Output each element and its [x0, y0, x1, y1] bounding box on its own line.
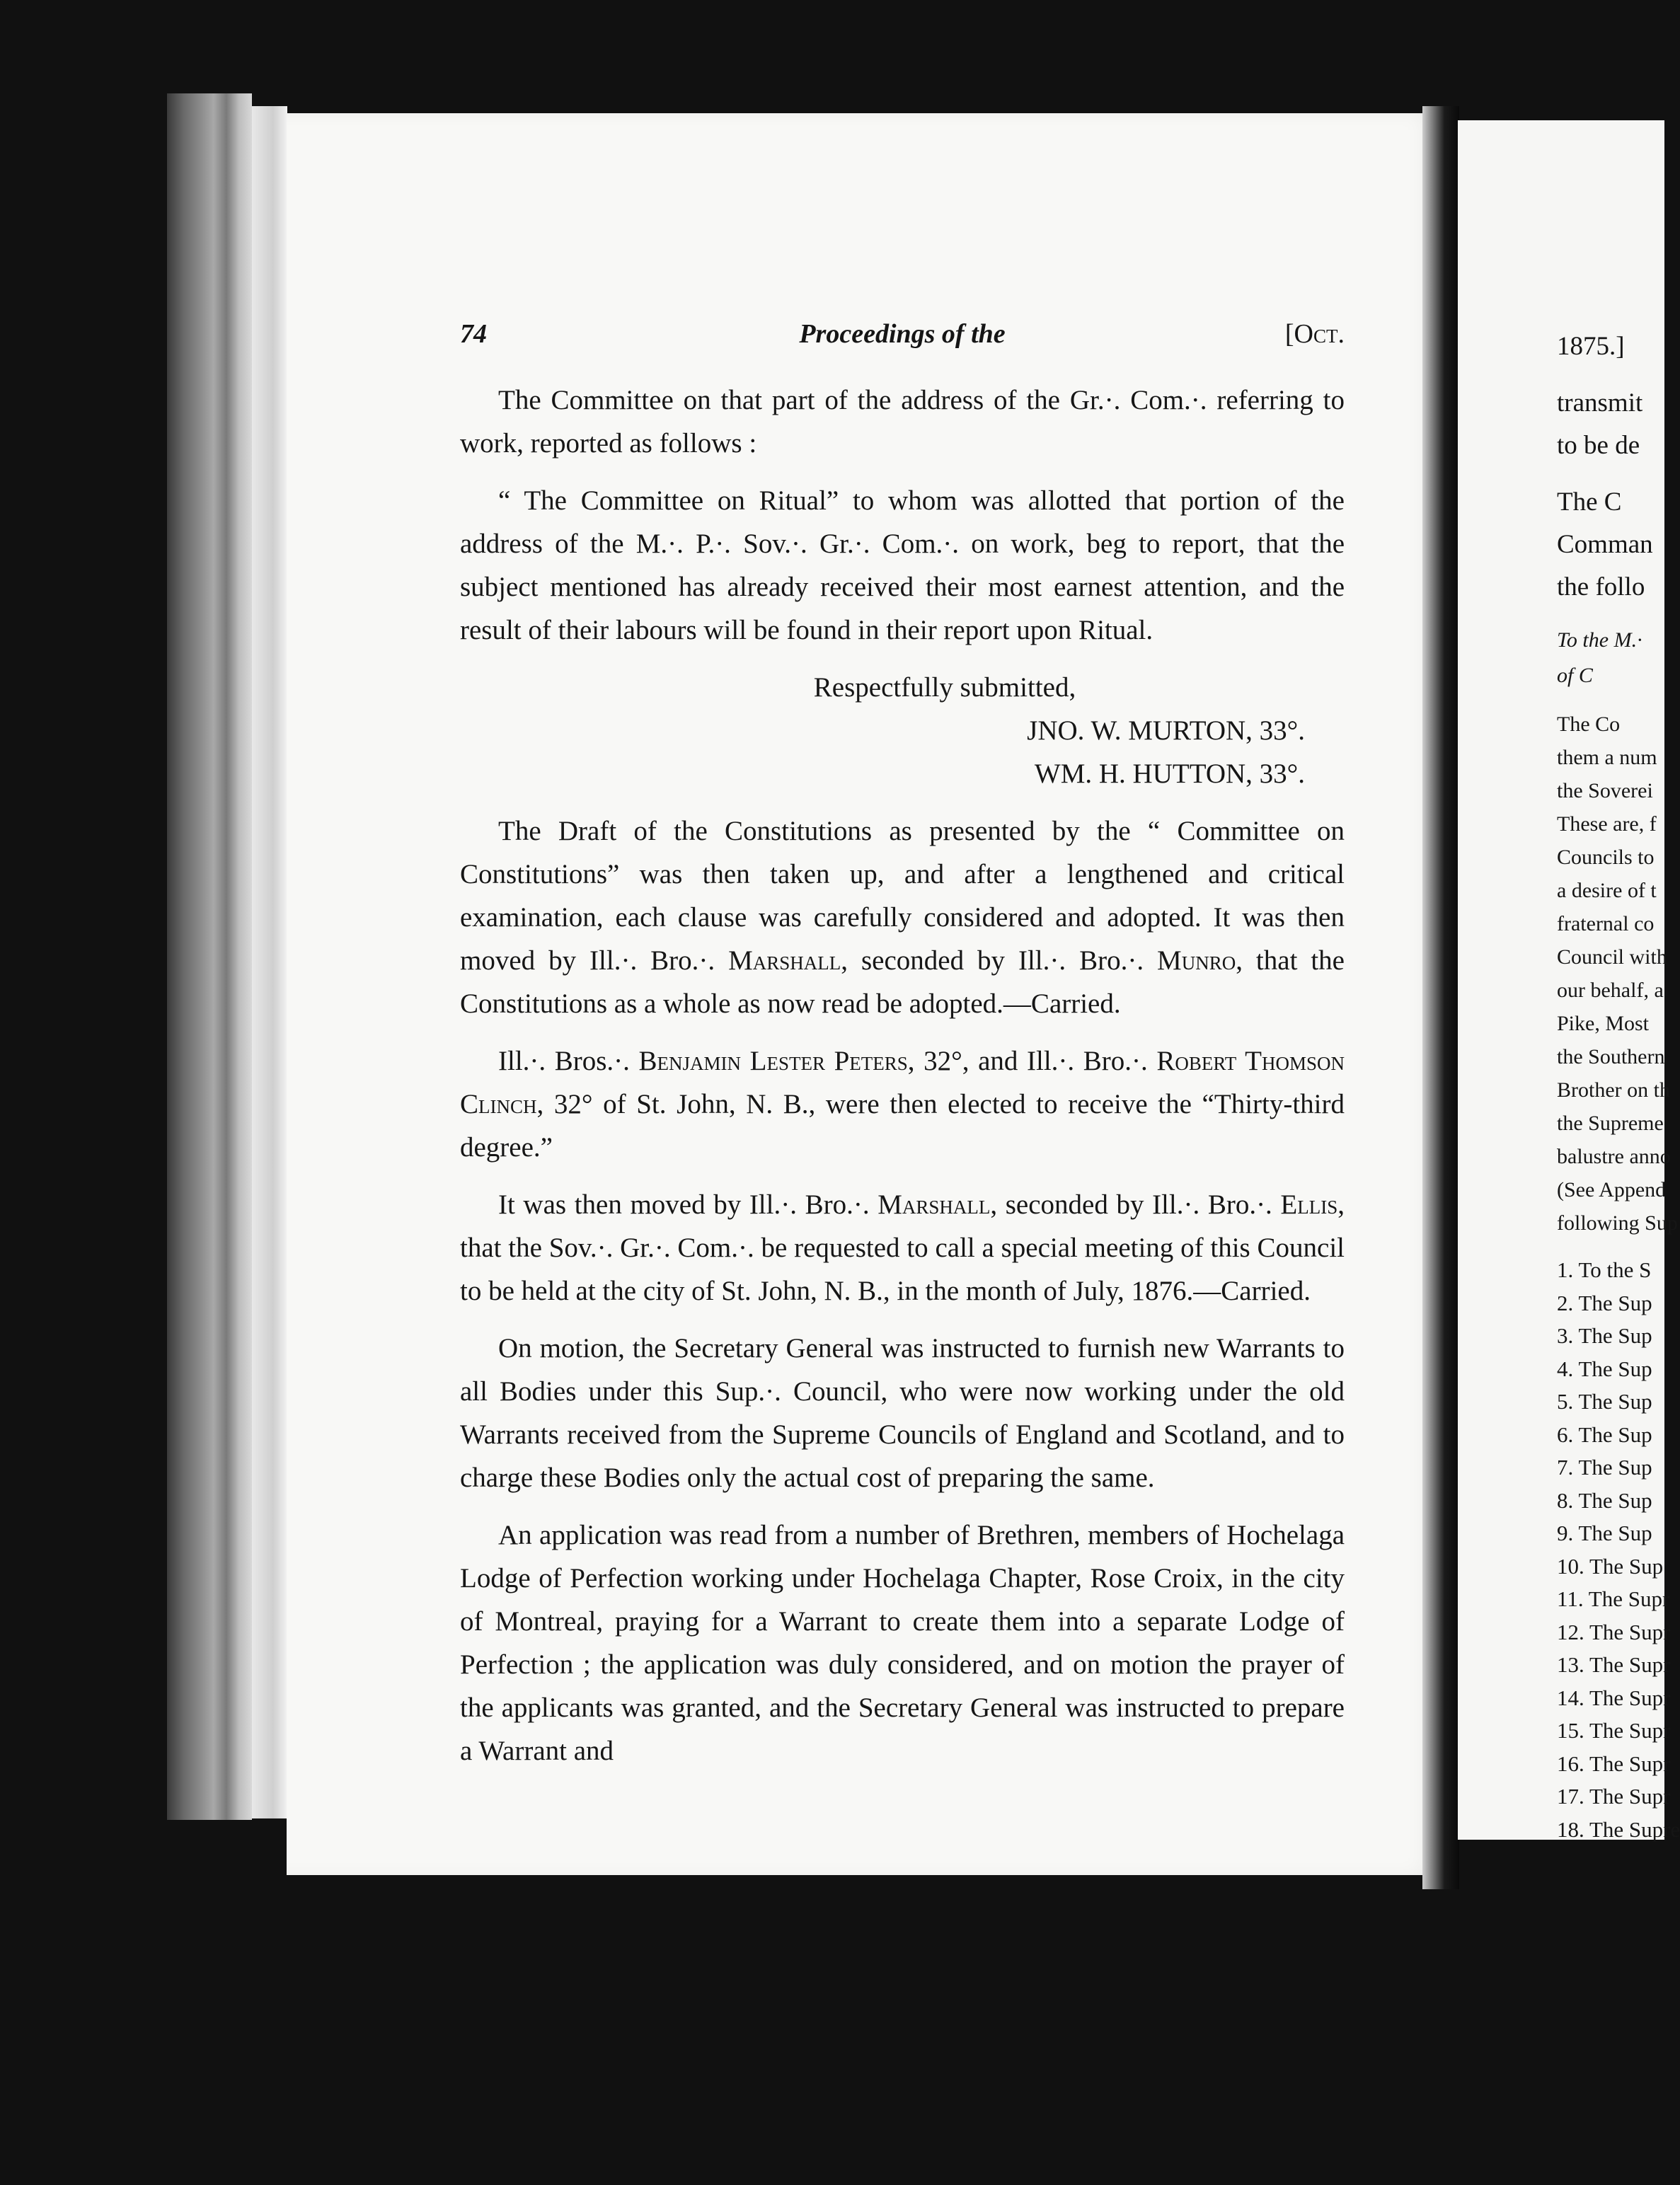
right-small-text — [1557, 708, 1678, 1240]
right-list-item: 4. The Sup — [1557, 1356, 1652, 1381]
right-list-item: 5. The Sup — [1557, 1389, 1652, 1414]
right-list-item: 8. The Sup — [1557, 1487, 1652, 1513]
running-title: Proceedings of the — [799, 319, 1006, 349]
right-small-line: a desire of t — [1557, 879, 1657, 902]
right-italic-heading — [1557, 623, 1664, 693]
paragraph-special-meeting: It was then moved by Ill.·. Bro.·. Marshall, seconded by Ill.·. Bro.·. Ellis, that the Sov.·. Gr.·. Com.·. be requested to call a special meeting of this Council to be held at the city of St. John, N. B., in the month of July, 1876.—Carried. — [460, 1189, 1345, 1306]
right-small-line: fraternal co — [1557, 912, 1655, 935]
paragraph-ritual-report: “ The Committee on Ritual” to whom was allotted that portion of the address of the M.·. P.·. Sov.·. Gr.·. Com.·. on work, beg to report, that the subject mentioned has already received their most earnest attention, and the result of their labours will be found in their report upon Ritual. — [460, 485, 1345, 645]
right-lines-b — [1557, 481, 1664, 609]
right-italic-line: of C — [1557, 664, 1593, 687]
right-small-line: Brother on th — [1557, 1078, 1670, 1102]
left-page-body — [460, 379, 1345, 1787]
page-number: 74 — [460, 319, 487, 349]
right-small-line: Pike, Most — [1557, 1012, 1650, 1035]
name-munro: Munro — [1157, 945, 1236, 976]
signature-hutton: WM. H. HUTTON, 33°. — [1034, 759, 1305, 789]
right-small-line: These are, f — [1557, 812, 1657, 836]
right-numbered-list — [1557, 1254, 1680, 1846]
book-gutter — [1422, 106, 1459, 1889]
right-small-line: Councils to — [1557, 846, 1655, 869]
right-list-item: 16. The Supr — [1557, 1751, 1671, 1776]
right-small-line: balustre anno — [1557, 1145, 1671, 1168]
right-list-item: 11. The Supr — [1557, 1586, 1670, 1611]
right-small-line: the Southern — [1557, 1045, 1665, 1068]
right-list-item: 3. The Sup — [1557, 1323, 1652, 1348]
right-list-item: 10. The Sup — [1557, 1553, 1664, 1579]
name-ellis: Ellis — [1280, 1189, 1338, 1220]
name-peters: Benjamin Lester Peters — [638, 1046, 908, 1076]
book-page-edges — [167, 93, 252, 1820]
running-head — [460, 318, 1345, 361]
right-small-line: the Supreme — [1557, 1112, 1664, 1135]
paragraph-election: Ill.·. Bros.·. Benjamin Lester Peters, 32°, and Ill.·. Bro.·. Robert Thomson Clinch, 32° of St. John, N. B., were then elected to receive the “Thirty-third degree.” — [460, 1046, 1345, 1163]
name-marshall-2: Marshall — [878, 1189, 991, 1220]
right-small-line: following Sup — [1557, 1211, 1678, 1235]
right-text-line: The C — [1557, 488, 1622, 517]
right-list-item: 12. The Supr — [1557, 1619, 1671, 1644]
signature-murton: JNO. W. MURTON, 33°. — [1027, 715, 1305, 746]
name-marshall: Marshall — [728, 945, 841, 976]
right-page-body — [1557, 325, 1680, 1846]
right-text-line: to be de — [1557, 431, 1640, 460]
name-clinch: Robert Thomson Clinch — [460, 1046, 1345, 1119]
right-text-line: Comman — [1557, 530, 1653, 559]
right-small-line: The Co — [1557, 713, 1621, 736]
right-small-line: the Soverei — [1557, 779, 1653, 802]
right-lines-a — [1557, 382, 1664, 467]
right-small-line: them a num — [1557, 746, 1657, 769]
paragraph-committee-work: The Committee on that part of the address of the Gr.·. Com.·. referring to work, reported as follows : — [460, 385, 1345, 459]
page-edge-shadow — [252, 106, 287, 1818]
right-list-item: 17. The Supr — [1557, 1784, 1671, 1809]
right-list-item: 13. The Supr — [1557, 1652, 1671, 1677]
right-list-item: 6. The Sup — [1557, 1422, 1652, 1447]
right-text-line: transmit — [1557, 388, 1643, 417]
closing-line: Respectfully submitted, — [813, 672, 1076, 703]
right-list-item: 14. The Supr — [1557, 1685, 1671, 1710]
paragraph-hochelaga: An application was read from a number of Brethren, members of Hochelaga Lodge of Perfection working under Hochelaga Chapter, Rose Croix, in the city of Montreal, praying for a Warrant to create them into a separate Lodge of Perfection ; the application was duly considered, and on motion the prayer of the applicants was granted, and the Secretary General was instructed to prepare a Warrant and — [460, 1520, 1345, 1766]
paragraph-constitutions: The Draft of the Constitutions as presented by the “ Committee on Constitutions” was then taken up, and after a lengthened and critical examination, each clause was carefully considered and adopted. It was then moved by Ill.·. Bro.·. Marshall, seconded by Ill.·. Bro.·. Munro, that the Constitutions as a whole as now read be adopted.—Carried. — [460, 816, 1345, 1019]
right-italic-line: To the M.· — [1557, 628, 1642, 652]
right-small-line: our behalf, a — [1557, 979, 1664, 1002]
right-list-item: 15. The Supr — [1557, 1718, 1671, 1743]
right-list-item: 7. The Sup — [1557, 1455, 1652, 1480]
paragraph-warrants: On motion, the Secretary General was instructed to furnish new Warrants to all Bodies under this Sup.·. Council, who were now working under the old Warrants received from the Supreme Councils of England and Scotland, and to charge these Bodies only the actual cost of preparing the same. — [460, 1333, 1345, 1493]
running-date: [Oct. — [1284, 319, 1345, 349]
right-list-item: 9. The Sup — [1557, 1521, 1652, 1545]
right-list-item: 18. The Supre — [1557, 1816, 1680, 1842]
right-small-line: (See Append — [1557, 1178, 1667, 1201]
right-page-number: 1875.] — [1557, 332, 1625, 361]
right-small-line: Council with — [1557, 945, 1667, 969]
right-list-item: 1. To the S — [1557, 1257, 1652, 1282]
right-list-item: 2. The Sup — [1557, 1290, 1652, 1315]
right-text-line: the follo — [1557, 572, 1645, 601]
